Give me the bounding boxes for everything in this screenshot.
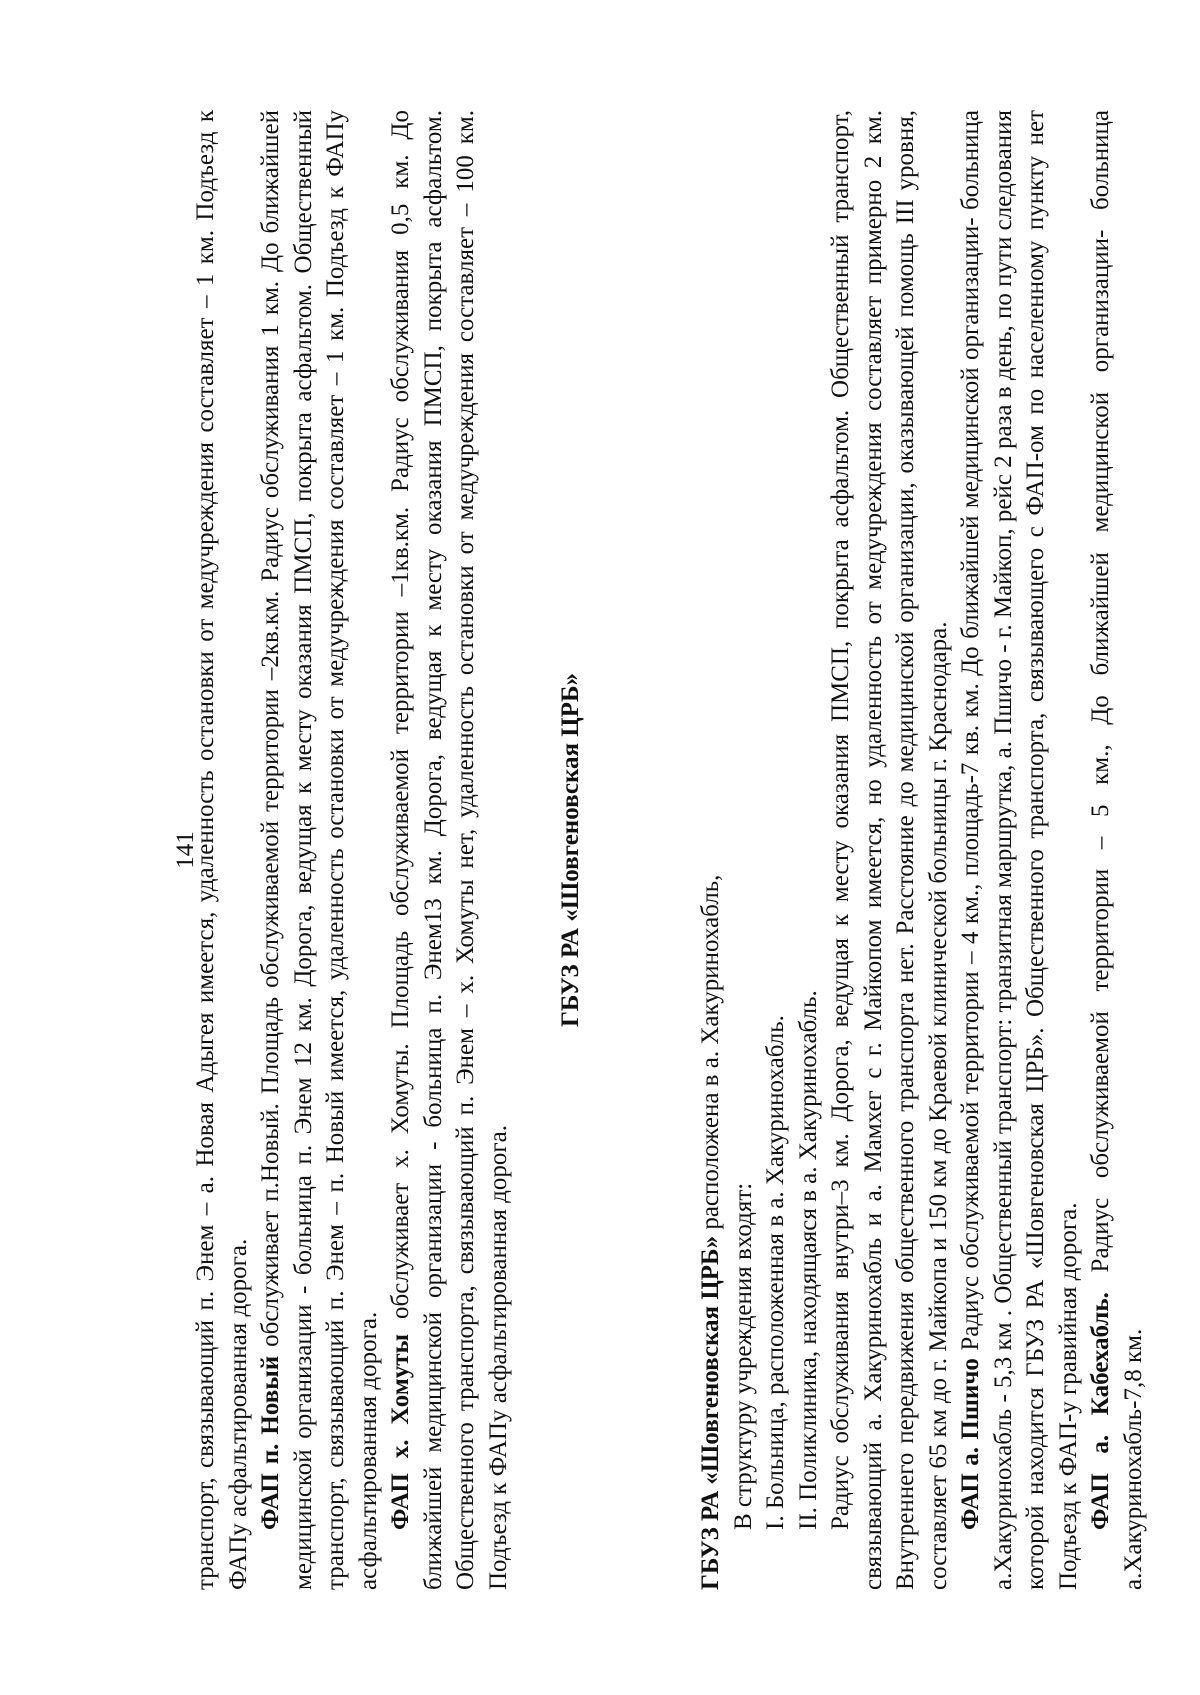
text-block-shovgenovskaya	[695, 110, 1150, 1590]
page-number: 141	[172, 831, 199, 869]
paragraph-location: ГБУЗ РА «Шовгеновская ЦРБ» расположена в а. Хакуринохабль,	[697, 874, 724, 1590]
fap-pshicho-title: ФАП а. Пшичо	[957, 1358, 984, 1530]
fap-novyi-title: ФАП п. Новый	[257, 1355, 284, 1530]
paragraph-transport-enem: транспорт, связывающий п. Энем – а. Новая Адыгея имеется, удаленность остановки от медучреждения составляет – 1 км. Подъезд к ФАПу асфальтированная дорога.	[192, 110, 252, 1590]
paragraph-hospital: I. Больница, расположенная в а. Хакуринохабль.	[762, 1015, 789, 1530]
fap-khomuty-title: ФАП х. Хомуты	[387, 1333, 414, 1530]
paragraph-fap-pshicho: ФАП а. Пшичо Радиус обслуживаемой территории – 4 км., площадь-7 кв. км. До ближайшей медицинской организации- больница а.Хакуринохабль - 5,3 км . Общественный транспорт: транзитная маршрутка, а. Пшичо - г. Майкоп, рейс 2 раза в день, по пути следования которой находится ГБУЗ РА «Шовгеновская ЦРБ». Общественного транспорта, связывающего с ФАП-ом по населенному пункту нет Подъезд к ФАП-у гравийная дорога.	[957, 110, 1082, 1590]
paragraph-fap-novyi: ФАП п. Новый обслуживает п.Новый. Площадь обслуживаемой территории –2кв.км. Радиус обслуживания 1 км. До ближайшей медицинской организации - больница п. Энем 12 км. Дорога, ведущая к месту оказания ПМСП, покрыта асфальтом. Общественный транспорт, связывающий п. Энем – п. Новый имеется, удаленность остановки от медучреждения составляет – 1 км. Подъезд к ФАПу асфальтированная дорога.	[257, 110, 382, 1590]
text-block-fap-enem	[190, 110, 515, 1590]
paragraph-service-radius: Радиус обслуживания внутри–3 км. Дорога, ведущая к месту оказания ПМСП, покрыта асфальтом. Общественный транспорт, связывающий а. Хакуринохабль и а. Мамхег с г. Майкопом имеется, но удаленность от медучреждения составляет примерно 2 км. Внутреннего передвижения общественного транспорта нет. Расстояние до медицинской организации, оказывающей помощь III уровня, составляет 65 км до г. Майкопа и 150 км до Краевой клинической больницы г. Краснодара.	[827, 110, 952, 1590]
rotated-page	[160, 110, 1147, 1590]
paragraph-polyclinic: II. Поликлиника, находящаяся в а. Хакуринохабль.	[794, 990, 822, 1530]
fap-kabekhabl-title: ФАП а. Кабехабль.	[1087, 1292, 1114, 1530]
section-heading: ГБУЗ РА «Шовгеновская ЦРБ»	[557, 672, 584, 1028]
paragraph-fap-khomuty: ФАП х. Хомуты обслуживает х. Хомуты. Площадь обслуживаемой территории –1кв.км. Радиус обслуживания 0,5 км. До ближайшей медицинской организации - больница п. Энем13 км. Дорога, ведущая к месту оказания ПМСП, покрыта асфальтом. Общественного транспорта, связывающий п. Энем – х. Хомуты нет, удаленность остановки от медучреждения составляет – 100 км. Подъезд к ФАПу асфальтированная дорога.	[387, 110, 512, 1590]
institution-name: ГБУЗ РА «Шовгеновская ЦРБ»	[697, 1235, 724, 1590]
paragraph-structure: В структуру учреждения входят:	[729, 1182, 757, 1530]
paragraph-fap-kabekhabl: ФАП а. Кабехабль. Радиус обслуживаемой территории – 5 км., До ближайшей медицинской организации- больница а.Хакуринохабль-7,8 км.	[1087, 110, 1147, 1590]
